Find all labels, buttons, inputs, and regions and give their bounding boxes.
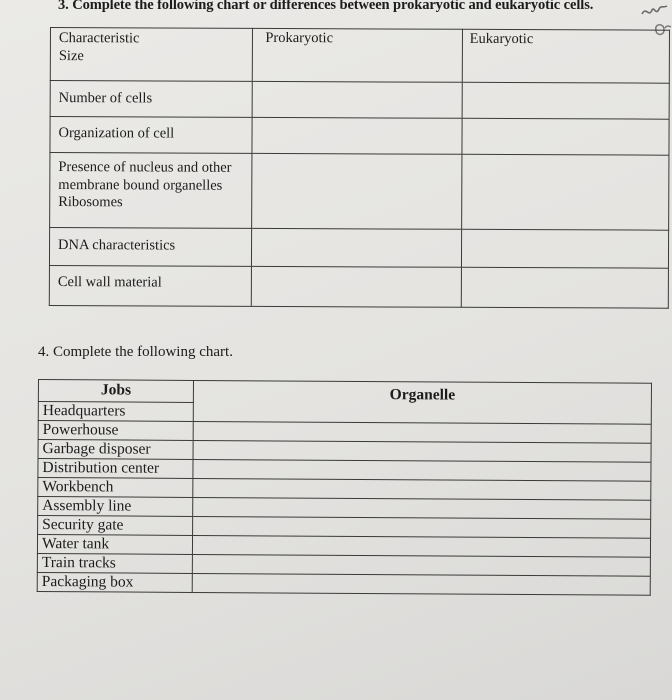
characteristic-header-cell xyxy=(50,28,253,82)
row-label-size: Size xyxy=(58,47,84,64)
job-label-powerhouse: Powerhouse xyxy=(38,421,193,441)
job-label-headquarters: Headquarters xyxy=(38,402,193,422)
answer-cell[interactable] xyxy=(462,118,669,155)
row-label-ribosomes: Ribosomes xyxy=(58,194,123,211)
job-label-water-tank: Water tank xyxy=(37,535,192,555)
table-row xyxy=(50,81,669,120)
row-label-dna-characteristics: DNA characteristics xyxy=(49,228,252,267)
table-row xyxy=(37,572,650,595)
row-label-nucleus-organelles: Presence of nucleus and other membrane bound organelles xyxy=(58,159,232,194)
table-row xyxy=(50,117,669,156)
job-label-security-gate: Security gate xyxy=(38,516,193,536)
table-row xyxy=(49,265,668,308)
answer-cell[interactable] xyxy=(462,82,669,119)
organelle-answer-cell[interactable] xyxy=(192,573,650,595)
answer-cell[interactable] xyxy=(461,154,669,230)
table-row xyxy=(49,228,668,269)
jobs-organelle-table xyxy=(37,379,652,596)
row-label-organization-of-cell: Organization of cell xyxy=(50,117,253,154)
answer-cell[interactable] xyxy=(461,229,668,268)
question-3-prompt: 3. Complete the following chart or differences between prokaryotic and eukaryotic cells. xyxy=(58,0,594,13)
characteristic-header: Characteristic xyxy=(58,30,140,47)
answer-cell[interactable] xyxy=(252,153,462,229)
job-label-packaging-box: Packaging box xyxy=(37,572,192,592)
prokaryote-eukaryote-table xyxy=(49,27,670,309)
job-label-workbench: Workbench xyxy=(38,478,193,498)
organelle-header: Organelle xyxy=(193,380,651,424)
job-label-distribution-center: Distribution center xyxy=(38,459,193,479)
job-label-train-tracks: Train tracks xyxy=(37,553,192,573)
eukaryotic-header: Eukaryotic xyxy=(462,29,670,83)
answer-cell[interactable] xyxy=(253,81,462,118)
row-label-number-of-cells: Number of cells xyxy=(50,81,253,118)
question-4-prompt: 4. Complete the following chart. xyxy=(38,344,233,360)
answer-cell[interactable] xyxy=(252,117,461,154)
job-label-garbage-disposer: Garbage disposer xyxy=(38,440,193,460)
table-row xyxy=(50,28,669,84)
organelles-ribosomes-cell xyxy=(50,153,253,229)
answer-cell[interactable] xyxy=(252,228,461,267)
answer-cell[interactable] xyxy=(252,266,461,307)
prokaryotic-header: Prokaryotic xyxy=(253,28,463,82)
job-label-assembly-line: Assembly line xyxy=(38,497,193,517)
answer-cell[interactable] xyxy=(461,267,668,308)
jobs-header: Jobs xyxy=(38,380,193,403)
table-row xyxy=(50,153,669,231)
row-label-cell-wall-material: Cell wall material xyxy=(49,265,252,306)
